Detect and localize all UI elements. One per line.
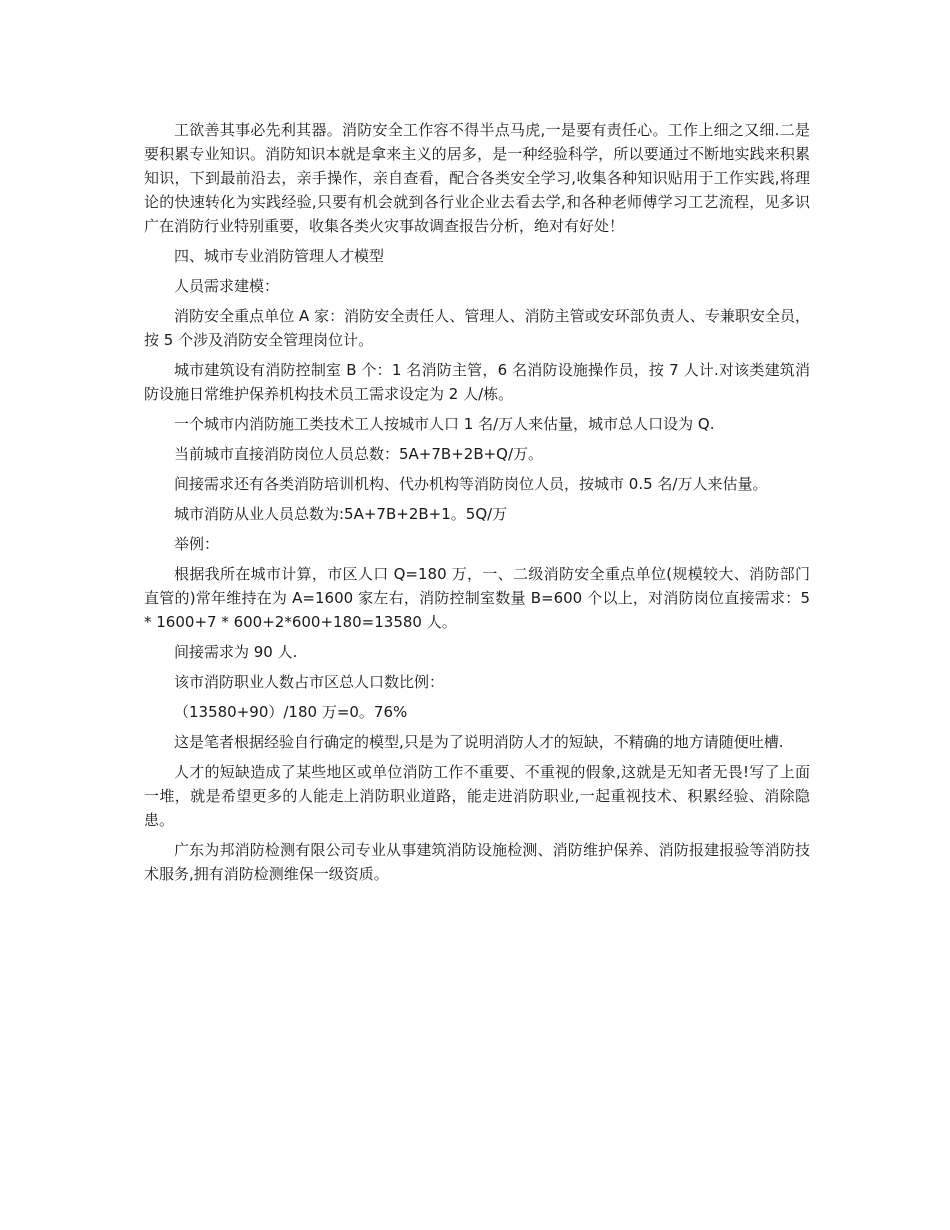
section-heading: 四、城市专业消防管理人才模型	[174, 247, 385, 265]
paragraph-indirect-demand: 间接需求还有各类消防培训机构、代办机构等消防岗位人员，按城市 0.5 名/万人来估量。	[174, 475, 768, 493]
paragraph-construction-workers: 一个城市内消防施工类技术工人按城市人口 1 名/万人来估量，城市总人口设为 Q.	[174, 415, 715, 433]
paragraph-total-formula: 城市消防从业人员总数为:5A+7B+2B+1。5Q/万	[174, 505, 508, 523]
paragraph-ratio-label: 该市消防职业人数占市区总人口数比例：	[174, 673, 445, 691]
paragraph-direct-total: 当前城市直接消防岗位人员总数：5A+7B+2B+Q/万。	[174, 445, 544, 463]
paragraph-intro: 工欲善其事必先利其器。消防安全工作容不得半点马虎,一是要有责任心。工作上细之又细.二是要积累专业知识。消防知识本就是拿来主义的居多，是一种经验科学，所以要通过不断地实践来积累知识，下到最前沿去，亲手操作，亲自查看，配合各类安全学习,收集各种知识贴用于工作实践,将理论的快速转化为实践经验,只要有机会就到各行业企业去看去学,和各种老师傅学习工艺流程，见多识广在消防行业特别重要，收集各类火灾事故调查报告分析，绝对有好处！	[144, 121, 810, 235]
paragraph-indirect-count: 间接需求为 90 人.	[174, 643, 298, 661]
paragraph-control-rooms: 城市建筑设有消防控制室 B 个：1 名消防主管，6 名消防设施操作员，按 7 人计.对该类建筑消防设施日常维护保养机构技术员工需求设定为 2 人/栋。	[144, 361, 810, 403]
paragraph-company: 广东为邦消防检测有限公司专业从事建筑消防设施检测、消防维护保养、消防报建报验等消防技术服务,拥有消防检测维保一级资质。	[144, 841, 810, 883]
paragraph-author-note: 这是笔者根据经验自行确定的模型,只是为了说明消防人才的短缺，不精确的地方请随便吐槽.	[174, 733, 784, 751]
paragraph-key-units: 消防安全重点单位 A 家：消防安全责任人、管理人、消防主管或安环部负责人、专兼职安全员，按 5 个涉及消防安全管理岗位计。	[144, 307, 810, 349]
paragraph-ratio-formula: （13580+90）/180 万=0。76%	[174, 703, 408, 721]
paragraph-example-calc: 根据我所在城市计算，市区人口 Q=180 万，一、二级消防安全重点单位(规模较大、消防部门直管的)常年维持在为 A=1600 家左右，消防控制室数量 B=600 个以上，对消防岗位直接需求：5 * 1600+7 * 600+2*600+180=13580 人。	[144, 565, 810, 631]
subheading-demand-model: 人员需求建模：	[174, 277, 280, 295]
document-body	[144, 118, 810, 892]
paragraph-shortage: 人才的短缺造成了某些地区或单位消防工作不重要、不重视的假象,这就是无知者无畏!写了上面一堆，就是希望更多的人能走上消防职业道路，能走进消防职业,一起重视技术、积累经验、消除隐患。	[144, 763, 810, 829]
subheading-example: 举例：	[174, 535, 220, 553]
